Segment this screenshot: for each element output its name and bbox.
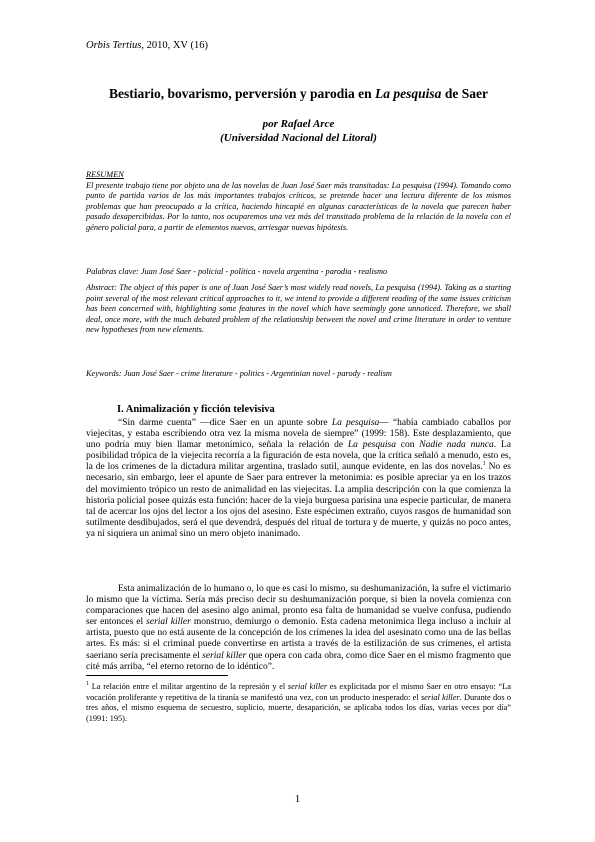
palabras-clave: Palabras clave: Juan José Saer - policial - política - novela argentina - parodia - realismo bbox=[86, 267, 388, 276]
section-heading bbox=[117, 404, 275, 415]
author-name: por Rafael Arce bbox=[262, 118, 335, 130]
journal-issue: 2010, XV (16) bbox=[143, 40, 208, 51]
section-title: Animalización y ficción televisiva bbox=[123, 404, 275, 415]
p2-italic-b: serial killer bbox=[202, 650, 247, 661]
page-number: 1 bbox=[294, 793, 301, 805]
resumen-text: El presente trabajo tiene por objeto una de las novelas de Juan José Saer más transitadas: La pesquisa (1994). Tomando como punto de partida varios de los más importantes trabajos críticos, se pretende hacer una lectura diferente de los mismos problemas que han preocupado a la crítica, haciendo hincapié en algunas características de la novela que parecen haber pasado desapercibidas. Por lo tanto, nos ocuparemos una vez más del transitado problema de la relación de la novela con el género policial para, a partir de elementos nuevos, arriesgar nuevas hipótesis. bbox=[86, 180, 511, 232]
footnote-separator bbox=[86, 675, 228, 676]
p2-italic-a: serial killer bbox=[146, 617, 191, 628]
p2-text-b: monstruo, demiurgo o demonio. Esta cadena metonímica llega incluso a incluir al artista, puesto que no está ausente de la concepción de los crímenes la idea del asesinato como una de las bellas artes. Es más: si el criminal puede convertirse en artista a través de la estilización de sus crímenes, el artista saeriano sería precisamente el bbox=[86, 617, 511, 661]
p1-italic-c: Nadie nada nunca bbox=[419, 440, 494, 451]
author-affiliation: (Universidad Nacional del Litoral) bbox=[220, 132, 377, 144]
abstract-block: Abstract: The object of this paper is one of Juan José Saer’s most widely read novels, La pesquisa (1994). Taking as a starting point several of the most relevant critical approaches to it, we intend to provide a different reading of the same issues criticism has been concerned with, highlighting some features in the novel which have seemingly gone unnoticed. Therefore, we shall deal, once more, with the much debated problem of the relationship between the novel and crime literature in order to venture new hypotheses from new elements. bbox=[86, 283, 511, 335]
journal-name: Orbis Tertius, bbox=[86, 40, 144, 51]
body-paragraph-1 bbox=[86, 418, 511, 540]
p1-italic-b: La pesquisa bbox=[347, 440, 396, 451]
title-text: Bestiario, bovarismo, perversión y parodia en bbox=[109, 86, 376, 101]
p2-text-c: que opera con cada obra, como dice Saer en el mismo fragmento que cité más arriba, “el eterno retorno de lo idéntico”. bbox=[86, 650, 511, 672]
fn-text-c: . Durante dos o tres años, el mismo esquema de secuestro, suplicio, muerte, desaparición, se aplicaba todos los días, varias veces por día” (1991: 195). bbox=[86, 692, 511, 723]
fn-italic-b: serial killer bbox=[420, 692, 460, 702]
keywords-block: Keywords: Juan José Saer - crime literature - politics - Argentinian novel - parody - realism bbox=[86, 369, 392, 378]
resumen-heading: RESUMEN bbox=[86, 170, 124, 179]
title-book-name: La pesquisa bbox=[375, 86, 442, 101]
resumen-block bbox=[86, 170, 511, 234]
footnote-1 bbox=[86, 682, 511, 724]
byline bbox=[86, 117, 511, 145]
p1-text-e: No es necesario, sin embargo, leer el apunte de Saer para entrever la metonimia: es posible apreciar ya en los trazos del movimiento trópico un resto de animalidad en las viejecitas. La amplia descripción con la que comienza la historia policial posee quizás esta función: hacer de la vieja burguesa parisina una especie particular, de manera tal de acercar los ojos del lector a los ojos del asesino. Este espécimen extraño, cuyos rasgos de humanidad son sutilmente desdibujados, será el que devendrá, después del ritual de tortura y de muerte, y quizás no poco antes, ya ni siquiera un animal sino un mero objeto inanimado. bbox=[86, 462, 511, 539]
fn-italic-a: serial killer bbox=[287, 682, 328, 691]
p1-text-a: “Sin darme cuenta” —dice Saer en un apunte sobre bbox=[118, 418, 332, 428]
p1-text-c: con bbox=[395, 440, 420, 451]
title-suffix: de Saer bbox=[441, 86, 488, 101]
section-number: I. bbox=[117, 404, 124, 415]
journal-header bbox=[86, 40, 208, 51]
fn-text-a: La relación entre el militar argentino de la represión y el bbox=[89, 682, 288, 691]
footnote-reference[interactable]: 1 bbox=[482, 461, 486, 468]
footnote-mark: 1 bbox=[86, 681, 89, 688]
p1-text-d: . La posibilidad trópica de la viejecita recorría a la figuración de esta novela, que la crítica señaló a menudo, esto es, la de los crímenes de la dictadura militar argentina, traslado sutil, aunque evidente, en las dos novelas. bbox=[86, 440, 511, 473]
body-paragraph-2 bbox=[86, 584, 511, 673]
p1-text-b: — “había cambiado caballos por viejecitas, y estaba escribiendo otra vez la misma novela de siempre” (1999: 158). Este desplazamiento, que uno podría muy bien llamar metonímico, señala la relación de bbox=[86, 418, 511, 451]
p1-italic-a: La pesquisa bbox=[331, 418, 380, 428]
p2-text-a: Esta animalización de lo humano o, lo que es casi lo mismo, su deshumanización, la sufre el victimario lo mismo que la víctima. Sería más preciso decir su deshumanización porque, si bien la novela comienza con comparaciones que hacen del asesino algo animal, pronto esa falta de humanidad se vuelve confusa, pudiendo ser entonces el bbox=[86, 584, 511, 628]
article-title bbox=[86, 86, 511, 102]
fn-text-b: es explicitada por el mismo Saer en otro ensayo: “La vocación proliferante y repetitiva de la tiranía se manifestó una vez, con un producto inesperado: el bbox=[86, 682, 511, 702]
